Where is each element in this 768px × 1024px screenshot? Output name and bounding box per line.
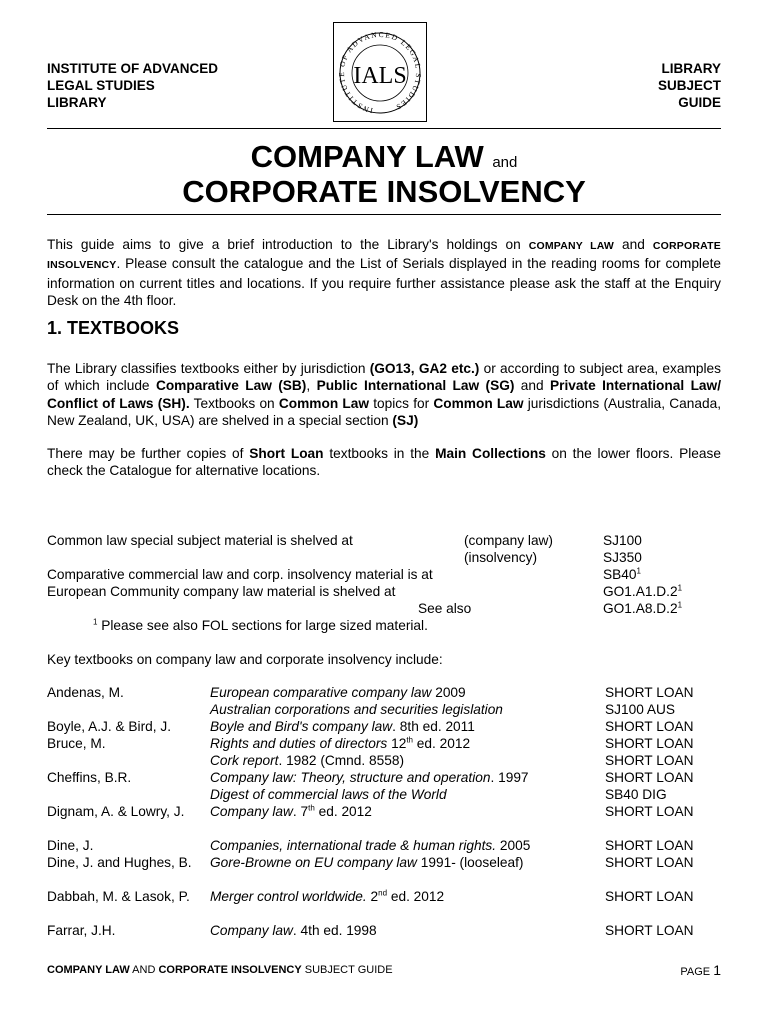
book-title: Australian corporations and securities legislation: [210, 702, 503, 717]
guide-line-1: LIBRARY: [661, 61, 721, 76]
book-title: European comparative company law 2009: [210, 685, 466, 700]
book-author: Dignam, A. & Lowry, J.: [47, 804, 185, 819]
book-location: SHORT LOAN: [605, 855, 694, 870]
page-footer: [47, 964, 721, 976]
book-author: Andenas, M.: [47, 685, 124, 700]
shelf-label-common-law: Common law special subject material is shelved at: [47, 533, 353, 548]
shelf-mark-go1-a1: $GO1.A1.D.2^1$: [603, 583, 683, 599]
book-author: Boyle, A.J. & Bird, J.: [47, 719, 171, 734]
section-heading-textbooks: 1. TEXTBOOKS: [47, 318, 180, 338]
institute-line-2: LEGAL STUDIES: [47, 78, 155, 93]
logo-ring-text: INSTITUTE OF ADVANCED LEGAL STUDIES: [336, 29, 424, 116]
logo-letters: IALS: [353, 63, 407, 89]
book-author: Farrar, J.H.: [47, 923, 116, 938]
book-author: Dabbah, M. & Lasok, P.: [47, 889, 190, 904]
footer-company-law: COMPANY LAW: [47, 964, 130, 976]
shelf-label-european: European Community company law material is shelved at: [47, 584, 396, 599]
book-location: SJ100 AUS: [605, 702, 676, 717]
ials-logo: [333, 22, 427, 122]
book-location: SHORT LOAN: [605, 838, 694, 853]
book-title: Digest of commercial laws of the World: [210, 787, 447, 802]
book-title: Cork report. 1982 (Cmnd. 8558): [210, 753, 405, 768]
header-rule: [47, 128, 721, 129]
book-author: Cheffins, B.R.: [47, 770, 132, 785]
guide-line-3: GUIDE: [678, 95, 721, 110]
book-title: Merger control worldwide. 2nd ed. 2012: [210, 888, 445, 904]
guide-line-2: SUBJECT: [657, 78, 721, 93]
shelf-mark-sj100: SJ100: [603, 533, 642, 548]
footer-subject-guide: SUBJECT GUIDE: [301, 964, 393, 976]
short-loan-paragraph: There may be further copies of Short Loan textbooks in the Main Collections on the lower floors. Please check the Catalogue for alternative locations.: [47, 446, 721, 479]
book-title: Gore-Browne on EU company law 1991- (looseleaf): [210, 855, 524, 870]
page-number: PAGE 1: [680, 962, 721, 978]
book-title: Company law. 7th ed. 2012: [210, 803, 372, 819]
institute-name: [47, 60, 218, 111]
key-textbooks-intro: Key textbooks on company law and corporate insolvency include:: [47, 652, 443, 667]
footer-and: AND: [129, 964, 159, 976]
intro-corporate-insolvency: CORPORATE INSOLVENCY: [47, 240, 721, 272]
footer-corporate-insolvency: CORPORATE INSOLVENCY: [158, 964, 302, 976]
book-location: SB40 DIG: [605, 787, 667, 802]
title-line-2: CORPORATE INSOLVENCY: [182, 174, 586, 209]
book-title: Company law. 4th ed. 1998: [210, 923, 377, 938]
book-author: Dine, J.: [47, 838, 94, 853]
guide-label: [658, 60, 721, 111]
title-rule: [47, 214, 721, 215]
book-title: Company law: Theory, structure and operation. 1997: [210, 770, 529, 785]
footnote: $^1$ Please see also FOL sections for large sized material.: [93, 617, 428, 633]
book-author: Dine, J. and Hughes, B.: [47, 855, 192, 870]
intro-text-c: and: [614, 237, 653, 252]
book-location: SHORT LOAN: [605, 685, 694, 700]
intro-company-law: COMPANY LAW: [528, 240, 615, 252]
shelf-mark-sb40: $SB40^1$: [603, 566, 641, 582]
institute-line-1: INSTITUTE OF ADVANCED: [47, 61, 218, 76]
book-location: SHORT LOAN: [605, 719, 694, 734]
shelf-mark-go1-a8: $GO1.A8.D.2^1$: [603, 600, 683, 616]
shelf-topic-insolvency: (insolvency): [464, 550, 538, 565]
intro-text-e: . Please consult the catalogue and the List of Serials displayed in the reading rooms for complete information on current titles and locations. If you require further assistance please ask the staff at the Enquiry Desk on the 4th floor.: [47, 256, 721, 308]
title-and: and: [492, 154, 518, 171]
institute-line-3: LIBRARY: [47, 95, 107, 110]
book-title: Boyle and Bird's company law. 8th ed. 2011: [210, 719, 475, 734]
book-title: Rights and duties of directors 12th ed. 2012: [210, 735, 471, 751]
book-location: SHORT LOAN: [605, 736, 694, 751]
shelf-label-comparative: Comparative commercial law and corp. insolvency material is at: [47, 567, 433, 582]
shelf-topic-company-law: (company law): [464, 533, 553, 548]
book-title: Companies, international trade & human rights. 2005: [210, 838, 531, 853]
book-author: Bruce, M.: [47, 736, 106, 751]
book-location: SHORT LOAN: [605, 770, 694, 785]
book-location: SHORT LOAN: [605, 753, 694, 768]
book-location: SHORT LOAN: [605, 804, 694, 819]
shelf-mark-sj350: SJ350: [603, 550, 642, 565]
book-location: SHORT LOAN: [605, 889, 694, 904]
intro-text-a: This guide aims to give a brief introduction to the Library's holdings on: [47, 237, 529, 252]
book-location: SHORT LOAN: [605, 923, 694, 938]
intro-paragraph: [47, 236, 721, 309]
title-company-law: COMPANY LAW: [250, 139, 484, 174]
classification-paragraph: The Library classifies textbooks either by jurisdiction (GO13, GA2 etc.) or according to subject area, examples of which include Comparative Law (SB), Public International Law (SG) and Private International Law/ Conflict of Laws (SH). Textbooks on Common Law topics for Common Law jurisdictions (Australia, Canada, New Zealand, UK, USA) are shelved in a special section (SJ): [47, 361, 722, 428]
shelf-see-also: See also: [418, 601, 472, 616]
